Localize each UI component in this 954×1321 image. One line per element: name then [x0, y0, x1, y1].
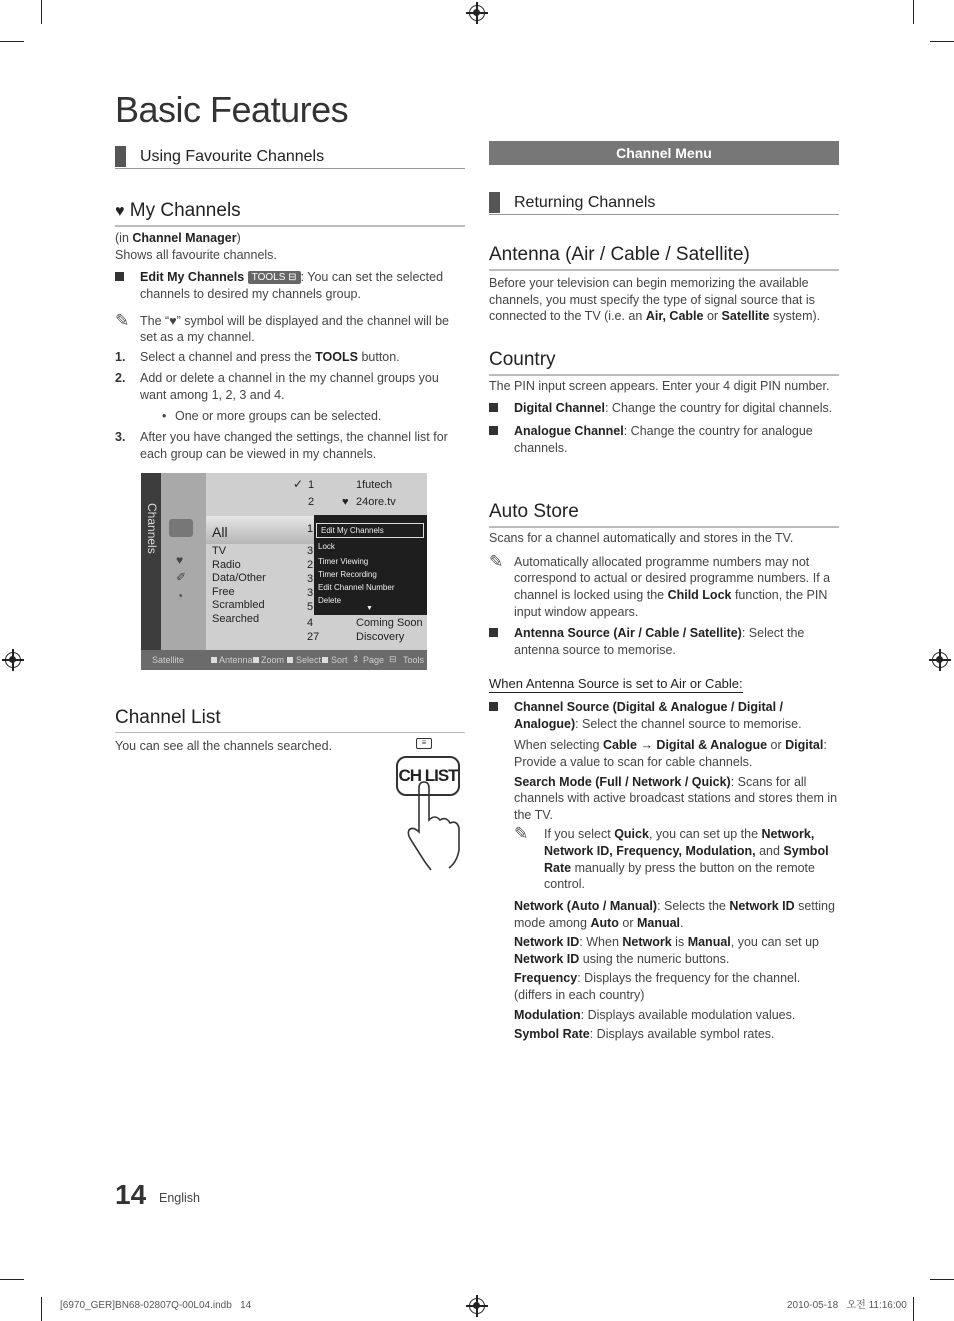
edit-my-channels-item	[115, 269, 465, 302]
print-timestamp: 2010-05-18 오전 11:16:00	[787, 1300, 907, 1311]
channel-name: Coming Soon	[356, 617, 423, 629]
status-sort: Sort	[331, 655, 348, 665]
menu-item-lock[interactable]: Lock	[318, 542, 335, 551]
text: : Scans for all channels with active broadcast stations and stores them in the TV.	[514, 774, 838, 822]
pencil-note-icon: ✎	[489, 551, 504, 571]
text: Before your television can begin memorizing the available channels, you must specify the type of signal source that is connected to the TV (i.e. an	[489, 276, 815, 324]
quick-note	[514, 826, 839, 893]
text-bold: Manual	[636, 915, 681, 930]
text: (in	[115, 231, 133, 245]
context-line	[115, 230, 465, 247]
tools-text: TOOLS	[251, 272, 286, 284]
step-number: 3.	[115, 430, 126, 445]
item-label: Digital Channel	[514, 400, 605, 415]
category-item: TV	[212, 545, 227, 557]
step-3	[115, 429, 465, 462]
text: button.	[357, 349, 400, 364]
pencil-note-icon: ✎	[115, 310, 130, 330]
section-title: Using Favourite Channels	[140, 148, 325, 165]
item-text: : Select the antenna source to memorise.	[514, 626, 805, 657]
channel-number: 5	[307, 600, 314, 613]
menu-item-timer-recording[interactable]: Timer Recording	[318, 570, 377, 579]
pointing-hand-icon	[405, 780, 465, 872]
country-description: The PIN input screen appears. Enter your 4 digit PIN number.	[489, 379, 830, 393]
tools-key-icon: ⊟	[389, 654, 397, 664]
text: When selecting	[514, 738, 603, 753]
section-title: Returning Channels	[514, 194, 656, 211]
text-bold: Satellite	[721, 309, 770, 324]
item-label: Antenna Source (Air / Cable / Satellite)	[514, 626, 742, 641]
channel-number: 3	[307, 586, 314, 599]
my-channels-body	[115, 230, 465, 463]
text-bold: Air, Cable	[645, 309, 704, 324]
bullet-square	[489, 426, 498, 435]
heart-icon: ♥	[115, 203, 125, 220]
antenna-source-item	[489, 625, 839, 658]
channel-number: 27	[307, 631, 320, 643]
channel-number: 3	[307, 572, 314, 585]
item-label: Analogue Channel	[514, 424, 624, 439]
text: and	[755, 844, 784, 858]
crop-mark	[913, 1297, 914, 1321]
item-label: Edit My Channels	[140, 270, 245, 285]
channel-source-body	[489, 699, 839, 1043]
text-bold: Auto	[590, 915, 619, 930]
channel-list-description: You can see all the channels searched.	[115, 739, 333, 753]
channel-list-remote-icon: ≡	[416, 738, 432, 749]
menu-item-edit-channel-number[interactable]: Edit Channel Number	[318, 583, 395, 592]
symbol-rate-text	[489, 1026, 839, 1043]
text: Automatically allocated programme numbers may not correspond to actual or desired programme numbers. If a channel is locked using the	[514, 554, 831, 602]
modulation-text	[489, 1007, 839, 1024]
channel-manager-screenshot	[141, 473, 427, 670]
crop-mark	[913, 0, 914, 24]
text: : Displays the frequency for the channel. (differs in each country)	[514, 971, 801, 1002]
section-bar	[115, 146, 126, 167]
registration-mark-icon	[469, 5, 485, 21]
text: or	[703, 309, 722, 324]
menu-item-edit-my-channels[interactable]: Edit My Channels	[316, 523, 424, 538]
number-column	[307, 523, 313, 614]
menu-item-timer-viewing[interactable]: Timer Viewing	[318, 557, 369, 566]
all-label: All	[212, 524, 228, 540]
text: ” symbol will be displayed and the channel will be set as a my channel.	[140, 313, 449, 345]
text: , you can set up the	[648, 827, 762, 842]
select-key-icon	[287, 657, 293, 663]
channel-number: 2	[307, 558, 314, 571]
text-bold: Network	[622, 935, 672, 950]
antenna-key-icon	[211, 657, 217, 663]
crop-mark	[41, 0, 42, 24]
text: : Displays available symbol rates.	[589, 1027, 775, 1042]
text: is	[671, 935, 688, 950]
registration-mark-icon	[932, 652, 948, 668]
text: )	[236, 231, 241, 245]
ch-list-button: CH LIST	[396, 756, 460, 796]
text: or	[767, 738, 786, 753]
text: using the numeric buttons.	[579, 951, 730, 966]
category-list	[212, 545, 266, 626]
text-bold: Symbol Rate	[514, 1027, 590, 1042]
satellite-icon: ✐	[176, 570, 187, 584]
text: manually by press the button on the remote control.	[544, 860, 815, 892]
text-bold: Frequency	[514, 971, 578, 986]
country-body	[489, 378, 839, 457]
text: : Selects the	[657, 898, 730, 913]
text-bold: Network ID	[729, 898, 795, 913]
status-zoom: Zoom	[261, 655, 285, 665]
digital-channel-item	[489, 400, 839, 417]
description: Shows all favourite channels.	[115, 247, 277, 262]
text: .	[680, 915, 684, 930]
text: After you have changed the settings, the channel list for each group can be viewed in my channels.	[140, 430, 448, 461]
text: : Displays available modulation values.	[580, 1007, 796, 1022]
when-antenna-source-heading: When Antenna Source is set to Air or Cable:	[489, 675, 743, 693]
step-1	[115, 349, 465, 366]
auto-store-note	[489, 551, 839, 621]
text-bold: Channel Manager	[132, 231, 237, 245]
analogue-channel-item	[489, 423, 839, 456]
text-bold: Manual	[687, 935, 731, 950]
crop-mark	[41, 1297, 42, 1321]
text: The “	[140, 313, 170, 328]
text-bold: Network ID	[514, 935, 580, 950]
when-selecting-text	[489, 737, 839, 770]
tools-popup-menu	[314, 515, 427, 615]
channel-menu-band: Channel Menu	[489, 141, 839, 165]
text: Select a channel and press the	[140, 349, 316, 364]
auto-store-description: Scans for a channel automatically and stores in the TV.	[489, 531, 794, 545]
page-number: 14	[115, 1179, 147, 1210]
crop-mark	[930, 41, 954, 42]
icon-column	[161, 473, 206, 650]
registration-mark-icon	[469, 1298, 485, 1314]
text: or	[618, 915, 637, 930]
status-satellite: Satellite	[152, 655, 185, 665]
status-antenna: Antenna	[219, 655, 253, 665]
item-text: : Change the country for analogue channels.	[514, 424, 813, 455]
item-text: : Change the country for digital channels.	[604, 400, 833, 415]
text: , you can set up	[730, 935, 820, 950]
text-bold: Quick	[614, 827, 649, 842]
crop-mark	[930, 1279, 954, 1280]
channel-name: Discovery	[356, 631, 405, 643]
zoom-key-icon	[253, 657, 259, 663]
status-select: Select	[296, 655, 322, 665]
auto-store-heading: Auto Store	[489, 499, 839, 528]
text-bold: Symbol Rate	[544, 844, 829, 875]
section-bar	[489, 192, 500, 213]
file-info: [6970_GER]BN68-02807Q-00L04.indb 14	[60, 1300, 252, 1311]
all-channels-icon	[169, 519, 193, 537]
frequency-text	[489, 970, 839, 1003]
menu-item-delete[interactable]: Delete	[318, 596, 342, 605]
bullet-square	[489, 628, 498, 637]
my-channels-heading	[115, 198, 465, 227]
text: : When	[579, 935, 623, 950]
channel-number: 1	[307, 523, 314, 535]
network-id-text	[489, 934, 839, 967]
check-icon: ✓	[293, 477, 304, 491]
text-bold: TOOLS	[315, 349, 358, 364]
step-2	[115, 370, 465, 403]
clock-icon: ◔	[176, 589, 184, 603]
text-bold: Network ID	[514, 951, 580, 966]
page-arrows-icon: ⇕	[352, 654, 360, 664]
text: Add or delete a channel in the my channel groups you want among 1, 2, 3 and 4.	[140, 371, 439, 402]
text: system).	[769, 309, 821, 324]
step-number: 2.	[115, 371, 126, 386]
sub-bullet	[160, 408, 465, 425]
country-heading: Country	[489, 347, 839, 376]
channel-number: 4	[307, 617, 314, 629]
sort-key-icon	[322, 657, 328, 663]
search-mode-text	[489, 774, 839, 824]
network-text	[489, 898, 839, 931]
antenna-description	[489, 275, 839, 325]
side-panel	[141, 473, 161, 650]
text: If you select	[544, 827, 615, 842]
channel-list-heading: Channel List	[115, 705, 465, 733]
text-bold: Network, Network ID, Frequency, Modulation,	[544, 827, 815, 858]
section-header-returning	[489, 188, 839, 215]
text-bold: Search Mode (Full / Network / Quick)	[514, 774, 731, 789]
pencil-note-icon: ✎	[514, 824, 529, 844]
crop-mark	[0, 1279, 24, 1280]
section-header-favourites	[115, 142, 465, 169]
arrow-down-icon: ▼	[366, 605, 373, 612]
heart-icon: ♥	[169, 313, 177, 328]
auto-store-body	[489, 530, 839, 658]
registration-mark-icon	[5, 652, 21, 668]
text-bold: Network (Auto / Manual)	[514, 898, 658, 913]
channel-name: 24ore.tv	[356, 496, 396, 508]
bullet-square	[489, 702, 498, 711]
bullet-square	[115, 272, 124, 281]
category-item: Scrambled	[212, 599, 265, 611]
text-bold: Digital	[785, 738, 824, 753]
heart-icon: ♥	[342, 496, 349, 508]
bullet-dot: •	[162, 408, 167, 423]
category-item: Data/Other	[212, 572, 266, 584]
channel-number: 3	[307, 544, 314, 557]
status-bar	[141, 650, 427, 670]
item-text: : You can set the selected channels to desired my channels group.	[140, 270, 444, 301]
channel-number: 1	[308, 479, 315, 491]
text: One or more groups can be selected.	[175, 408, 382, 423]
step-number: 1.	[115, 349, 126, 364]
language-label: English	[159, 1191, 200, 1205]
text: setting mode among	[514, 898, 835, 930]
status-page: Page	[363, 655, 385, 665]
item-text: : Select the channel source to memorise.	[575, 716, 802, 731]
crop-mark	[0, 41, 24, 42]
antenna-heading: Antenna (Air / Cable / Satellite)	[489, 242, 839, 271]
text-bold: Modulation	[514, 1007, 581, 1022]
category-item: Free	[212, 585, 235, 598]
text: function, the PIN input window appears.	[514, 587, 828, 619]
tools-badge: TOOLS ⊟	[248, 271, 301, 284]
item-label: Channel Source (Digital & Analogue / Digital / Analogue)	[514, 700, 784, 731]
channel-source-item	[489, 699, 839, 732]
status-tools: Tools	[403, 655, 425, 665]
channel-number: 2	[308, 496, 315, 508]
heart-note	[115, 310, 465, 346]
text-bold: Cable → Digital & Analogue	[602, 738, 768, 753]
category-item: Searched	[212, 612, 260, 625]
heart-icon: ♥	[176, 553, 184, 567]
heading-text: My Channels	[129, 200, 241, 221]
bullet-square	[489, 403, 498, 412]
text-bold: Child Lock	[667, 587, 732, 602]
text: : Provide a value to scan for cable channels.	[514, 738, 827, 769]
side-label: Channels	[144, 503, 159, 554]
category-item: Radio	[212, 558, 241, 571]
page-title: Basic Features	[115, 89, 349, 130]
channel-name: 1futech	[356, 479, 393, 491]
